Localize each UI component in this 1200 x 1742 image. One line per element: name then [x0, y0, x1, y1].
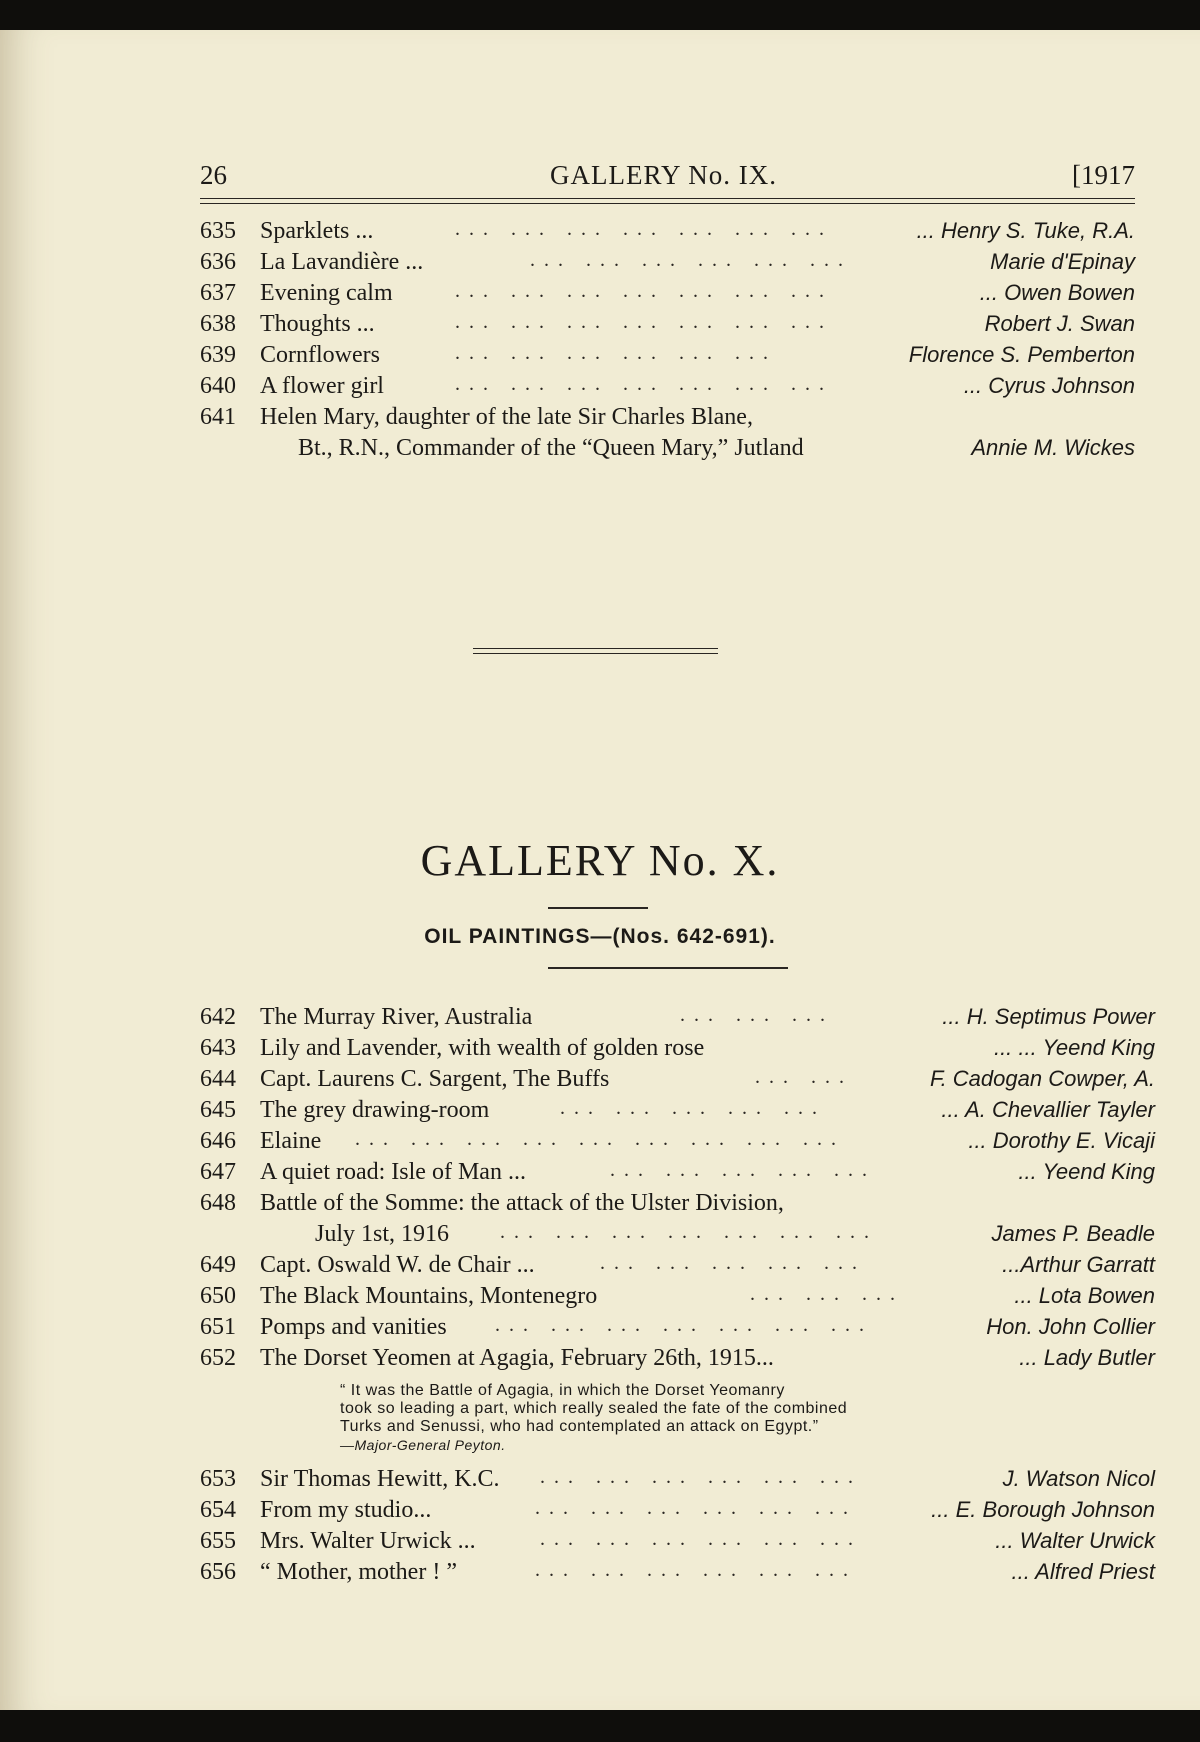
catalogue-entry [200, 218, 1135, 248]
entry-title: Evening calm [260, 280, 393, 306]
entry-artist: ... Lady Butler [1019, 1345, 1155, 1370]
catalogue-entry-continuation [200, 1221, 1155, 1251]
section-divider [473, 648, 718, 654]
leader-dots: ... ... ... ... ... [610, 1159, 876, 1181]
entry-title: The grey drawing-room [260, 1097, 490, 1123]
entry-artist: Florence S. Pemberton [908, 342, 1135, 367]
entry-title-line2: July 1st, 1916 [315, 1221, 450, 1247]
catalogue-entry [200, 1097, 1155, 1127]
leader-dots: ... ... ... ... ... [600, 1252, 866, 1274]
quote-line: “ It was the Battle of Agagia, in which the Dorset Yeomanry [340, 1382, 785, 1399]
catalogue-entry [200, 1283, 1155, 1313]
entry-title: Cornflowers [260, 342, 380, 368]
catalogue-entry [200, 1035, 1155, 1065]
entry-number: 649 [200, 1252, 236, 1278]
leader-dots: ... ... ... [680, 1004, 834, 1026]
title-underline [548, 907, 648, 909]
entry-title: Sparklets ... [260, 218, 374, 244]
catalogue-entry [200, 1528, 1155, 1558]
quote-line: took so leading a part, which really sealed the fate of the combined [340, 1400, 848, 1417]
entry-number: 637 [200, 280, 236, 306]
entry-number: 640 [200, 373, 236, 399]
entry-artist: ... Alfred Priest [1011, 1559, 1155, 1584]
entry-artist: ... Cyrus Johnson [963, 373, 1135, 398]
leader-dots: ... ... ... ... ... ... [530, 249, 852, 271]
entry-number: 639 [200, 342, 236, 368]
entry-number: 648 [200, 1190, 236, 1216]
entry-artist: Hon. John Collier [986, 1314, 1155, 1339]
leader-dots: ... ... ... ... ... ... ... [455, 311, 833, 333]
catalogue-entry [200, 1190, 1155, 1220]
entry-number: 645 [200, 1097, 236, 1123]
catalogue-entry [200, 342, 1135, 372]
entry-artist: J. Watson Nicol [1002, 1466, 1155, 1491]
entry-number: 653 [200, 1466, 236, 1492]
leader-dots: ... ... ... ... ... ... ... [495, 1314, 873, 1336]
entry-title-line2: Bt., R.N., Commander of the “Queen Mary,” Jutland [298, 435, 804, 461]
entry-number: 650 [200, 1283, 236, 1309]
entry-artist: ... Dorothy E. Vicaji [968, 1128, 1155, 1153]
battle-quote [340, 1382, 1040, 1454]
leader-dots: ... ... ... ... ... ... ... [455, 373, 833, 395]
entry-title: “ Mother, mother ! ” [260, 1559, 457, 1585]
leader-dots: ... ... ... ... ... ... ... ... ... [355, 1128, 845, 1150]
catalogue-entry [200, 311, 1135, 341]
entry-artist: ... Walter Urwick [995, 1528, 1155, 1553]
entry-title: La Lavandière ... [260, 249, 424, 275]
entry-artist: ... Lota Bowen [1014, 1283, 1155, 1308]
entry-artist: Annie M. Wickes [971, 435, 1135, 460]
entry-artist: Marie d'Epinay [990, 249, 1135, 274]
catalogue-entry [200, 1066, 1155, 1096]
entry-artist: ... H. Septimus Power [942, 1004, 1155, 1029]
entry-number: 638 [200, 311, 236, 337]
catalogue-entry [200, 1497, 1155, 1527]
header-rule [200, 198, 1135, 204]
catalogue-entry [200, 404, 1135, 434]
catalogue-entry [200, 373, 1135, 403]
entry-title: Sir Thomas Hewitt, K.C. [260, 1466, 500, 1492]
entry-number: 656 [200, 1559, 236, 1585]
entry-title: Battle of the Somme: the attack of the Ulster Division, [260, 1190, 784, 1216]
catalogue-entry [200, 1314, 1155, 1344]
subtitle-underline [548, 967, 788, 969]
entry-number: 651 [200, 1314, 236, 1340]
quote-attribution: —Major-General Peyton. [340, 1437, 506, 1453]
quote-line: Turks and Senussi, who had contemplated an attack on Egypt.” [340, 1418, 819, 1435]
leader-dots: ... ... [755, 1066, 853, 1088]
catalogue-entry-continuation [200, 435, 1135, 465]
leader-dots: ... ... ... ... ... ... [540, 1528, 862, 1550]
entry-number: 644 [200, 1066, 236, 1092]
entry-title: The Dorset Yeomen at Agagia, February 26th, 1915... [260, 1345, 774, 1371]
entry-number: 647 [200, 1159, 236, 1185]
leader-dots: ... ... ... ... ... [560, 1097, 826, 1119]
entry-artist: ... Henry S. Tuke, R.A. [916, 218, 1135, 243]
entry-number: 642 [200, 1004, 236, 1030]
entry-artist: ... Owen Bowen [979, 280, 1135, 305]
page-header [200, 160, 1135, 194]
entry-title: Capt. Laurens C. Sargent, The Buffs [260, 1066, 610, 1092]
entry-title: From my studio... [260, 1497, 432, 1523]
leader-dots: ... ... ... ... ... ... [535, 1497, 857, 1519]
entry-artist: James P. Beadle [991, 1221, 1155, 1246]
entry-number: 643 [200, 1035, 236, 1061]
catalogue-entry [200, 1252, 1155, 1282]
leader-dots: ... ... ... [750, 1283, 904, 1305]
entry-title: The Murray River, Australia [260, 1004, 533, 1030]
running-title: GALLERY No. IX. [550, 160, 777, 190]
catalogue-entry [200, 1559, 1155, 1589]
entry-title: Elaine [260, 1128, 322, 1154]
leader-dots: ... ... ... ... ... ... [540, 1466, 862, 1488]
entry-artist: ... A. Chevallier Tayler [941, 1097, 1155, 1122]
catalogue-entry [200, 1466, 1155, 1496]
entry-number: 641 [200, 404, 236, 430]
catalogue-entry [200, 1128, 1155, 1158]
entry-artist: ...Arthur Garratt [1002, 1252, 1155, 1277]
leader-dots: ... ... ... ... ... ... [455, 342, 777, 364]
entry-number: 655 [200, 1528, 236, 1554]
entry-title: Lily and Lavender, with wealth of golden rose [260, 1035, 705, 1061]
leader-dots: ... ... ... ... ... ... ... [500, 1221, 878, 1243]
page-number: 26 [200, 160, 227, 190]
catalogue-entry [200, 280, 1135, 310]
entry-title: Helen Mary, daughter of the late Sir Charles Blane, [260, 404, 753, 430]
gallery-x-subtitle: OIL PAINTINGS—(Nos. 642-691). [424, 925, 776, 948]
entry-title: Pomps and vanities [260, 1314, 447, 1340]
entry-title: Thoughts ... [260, 311, 375, 337]
entry-number: 646 [200, 1128, 236, 1154]
entry-number: 652 [200, 1345, 236, 1371]
entry-artist: F. Cadogan Cowper, A. [929, 1066, 1155, 1091]
entry-artist: ... E. Borough Johnson [931, 1497, 1155, 1522]
catalogue-entry [200, 1159, 1155, 1189]
year-marker: [1917 [1072, 160, 1135, 190]
entry-title: Capt. Oswald W. de Chair ... [260, 1252, 535, 1278]
entry-title: Mrs. Walter Urwick ... [260, 1528, 476, 1554]
catalogue-entry [200, 1345, 1155, 1375]
catalogue-entry [200, 249, 1135, 279]
entry-number: 654 [200, 1497, 236, 1523]
entry-title: The Black Mountains, Montenegro [260, 1283, 598, 1309]
entry-artist: ... ... Yeend King [993, 1035, 1155, 1060]
leader-dots: ... ... ... ... ... ... [535, 1559, 857, 1581]
entry-artist: Robert J. Swan [984, 311, 1135, 336]
entry-title: A flower girl [260, 373, 384, 399]
leader-dots: ... ... ... ... ... ... ... [455, 218, 833, 240]
entry-title: A quiet road: Isle of Man ... [260, 1159, 526, 1185]
entry-number: 636 [200, 249, 236, 275]
entry-number: 635 [200, 218, 236, 244]
gallery-x-title: GALLERY No. X. [420, 836, 780, 885]
catalogue-entry [200, 1004, 1155, 1034]
leader-dots: ... ... ... ... ... ... ... [455, 280, 833, 302]
entry-artist: ... Yeend King [1018, 1159, 1155, 1184]
